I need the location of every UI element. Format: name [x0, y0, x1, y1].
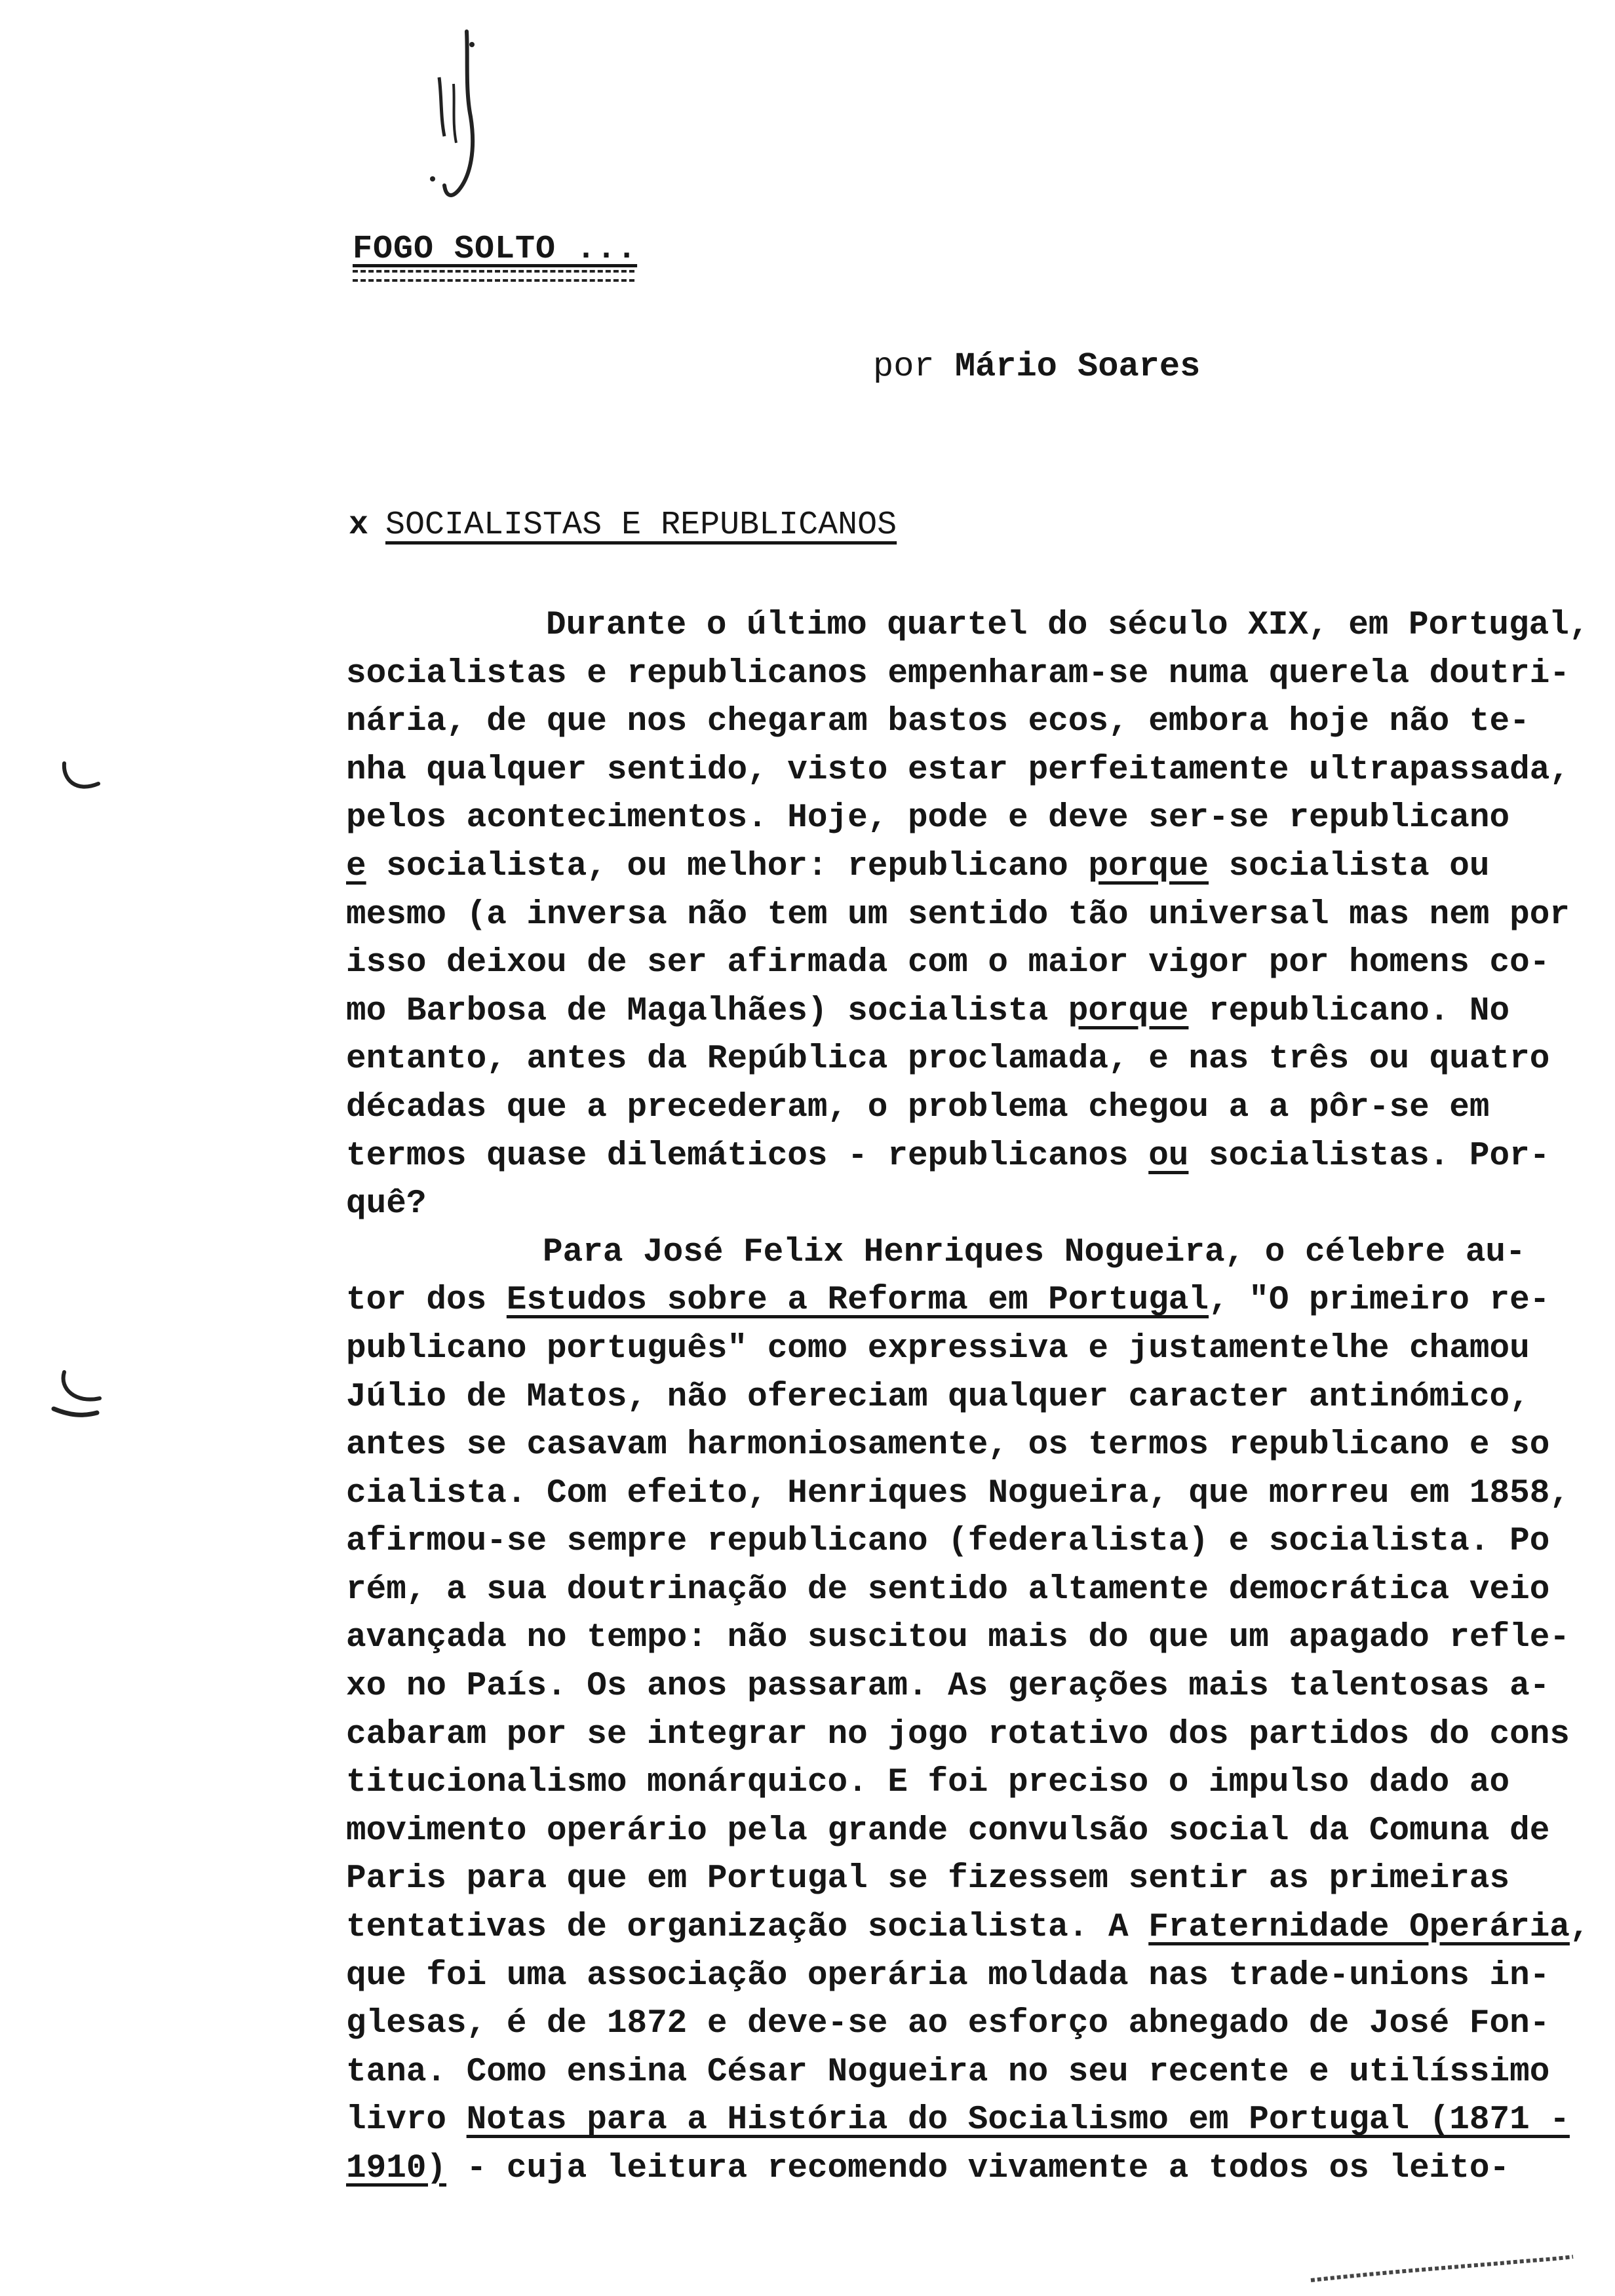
text-segment: titucionalismo monárquico. E foi preciso o impulso dado ao [346, 1764, 1510, 1802]
text-segment: Paris para que em Portugal se fizessem sentir as primeiras [346, 1860, 1510, 1898]
text-line [346, 2145, 1585, 2193]
section-mark: x [349, 507, 369, 544]
text-segment: pelos acontecimentos. Hoje, pode e deve ser-se republicano [346, 799, 1510, 837]
text-line [346, 1276, 1585, 1325]
text-segment: nária, de que nos chegaram bastos ecos, embora hoje não te- [346, 703, 1530, 741]
text-line [346, 1373, 1585, 1422]
text-line [346, 698, 1585, 746]
text-segment: livro [346, 2101, 467, 2139]
text-segment: tor dos [346, 1282, 507, 1320]
text-segment: cabaram por se integrar no jogo rotativo dos partidos do cons [346, 1715, 1570, 1753]
text-segment: publicano português" como expressiva e justamentelhe chamou [346, 1330, 1530, 1368]
text-segment: , [1569, 1909, 1590, 1947]
margin-mark-icon [50, 1369, 102, 1428]
text-segment: décadas que a precederam, o problema chegou a a pôr-se em [346, 1088, 1490, 1126]
text-segment: cialista. Com efeito, Henriques Nogueira, que morreu em 1858, [346, 1474, 1570, 1512]
text-line [346, 1904, 1590, 1952]
text-line [346, 939, 1585, 987]
text-segment: - cuja leitura recomendo vivamente a todos os leito- [446, 2150, 1510, 2187]
text-segment: socialistas e republicanos empenharam-se numa querela doutri- [346, 655, 1570, 693]
margin-mark-icon [58, 760, 104, 799]
text-line [346, 1807, 1585, 1856]
text-segment: isso deixou de ser afirmada com o maior vigor por homens co- [346, 944, 1550, 982]
underlined-text: ou [1148, 1137, 1189, 1175]
text-segment: glesas, é de 1872 e deve-se ao esforço abnegado de José Fon- [346, 2005, 1550, 2043]
text-line [346, 1132, 1585, 1181]
text-line [346, 602, 1589, 650]
underlined-text: e [346, 847, 366, 885]
text-segment: socialista ou [1209, 847, 1490, 885]
text-line [346, 1711, 1585, 1759]
document-title: FOGO SOLTO ... [353, 231, 638, 268]
text-line [346, 1759, 1585, 1807]
text-line [346, 891, 1585, 940]
text-segment: socialista, ou melhor: republicano [366, 847, 1089, 885]
text-segment: termos quase dilemáticos - republicanos [346, 1137, 1149, 1175]
byline [873, 347, 1200, 386]
text-segment: tentativas de organização socialista. A [346, 1909, 1149, 1947]
underlined-text: Fraternidade Operária [1148, 1909, 1570, 1947]
underlined-text: Estudos sobre a Reforma em Portugal [506, 1282, 1209, 1320]
text-line [346, 2000, 1585, 2048]
text-line [346, 2048, 1585, 2097]
text-segment: afirmou-se sempre republicano (federalista) e socialista. Po [346, 1523, 1550, 1561]
scan-smudge-icon [1304, 2254, 1580, 2287]
text-segment: republicano. No [1188, 992, 1510, 1030]
author-name: Mário Soares [954, 347, 1201, 386]
text-line [346, 1662, 1585, 1711]
text-segment: que foi uma associação operária moldada nas trade-unions in- [346, 1957, 1550, 1995]
body-text [346, 602, 1590, 2193]
text-segment: xo no País. Os anos passaram. As gerações mais talentosas a- [346, 1668, 1550, 1706]
underlined-text: 1910) [346, 2150, 447, 2187]
text-segment: nha qualquer sentido, visto estar perfeitamente ultrapassada, [346, 751, 1570, 789]
title-double-rule [353, 270, 634, 282]
text-segment: Durante o último quartel do século XIX, em Portugal, [546, 607, 1589, 644]
text-line [346, 987, 1585, 1036]
text-segment: quê? [346, 1185, 427, 1223]
underlined-text: Notas para a História do Socialismo em Portugal (1871 - [466, 2101, 1570, 2139]
text-line [346, 1229, 1585, 1277]
section-heading: SOCIALISTAS E REPUBLICANOS [385, 507, 897, 544]
text-line [346, 1518, 1585, 1566]
text-line [346, 794, 1585, 843]
text-segment: mesmo (a inversa não tem um sentido tão universal mas nem por [346, 896, 1570, 934]
text-segment: socialistas. Por- [1188, 1137, 1550, 1175]
text-segment: tana. Como ensina César Nogueira no seu recente e utilíssimo [346, 2053, 1550, 2091]
text-line [346, 1566, 1585, 1615]
underlined-text: porque [1068, 992, 1189, 1030]
text-segment: movimento operário pela grande convulsão social da Comuna de [346, 1812, 1550, 1850]
text-line [346, 1035, 1585, 1084]
handwritten-mark-icon [419, 18, 505, 215]
text-segment: mo Barbosa de Magalhães) socialista [346, 992, 1068, 1030]
text-segment: entanto, antes da República proclamada, e nas três ou quatro [346, 1041, 1550, 1079]
text-line [346, 1180, 1585, 1229]
text-line [346, 1470, 1585, 1518]
section-header [349, 507, 897, 544]
text-segment: Júlio de Matos, não ofereciam qualquer caracter antinómico, [346, 1378, 1530, 1416]
text-line [346, 650, 1585, 698]
text-line [346, 1855, 1585, 1904]
text-segment: Para José Felix Henriques Nogueira, o célebre au- [543, 1233, 1526, 1271]
text-line [346, 1421, 1585, 1470]
text-line [346, 1952, 1585, 2000]
text-segment: , "O primeiro re- [1209, 1282, 1550, 1320]
byline-prefix: por [873, 347, 955, 386]
text-segment: rém, a sua doutrinação de sentido altamente democrática veio [346, 1571, 1550, 1609]
text-line [346, 1325, 1585, 1373]
text-segment: antes se casavam harmoniosamente, os termos republicano e so [346, 1426, 1550, 1464]
text-line [346, 1614, 1585, 1662]
underlined-text: porque [1088, 847, 1209, 885]
text-line [346, 843, 1585, 891]
text-line [346, 2096, 1585, 2145]
text-line [346, 746, 1585, 795]
text-segment: avançada no tempo: não suscitou mais do que um apagado refle- [346, 1619, 1570, 1657]
text-line [346, 1084, 1585, 1132]
